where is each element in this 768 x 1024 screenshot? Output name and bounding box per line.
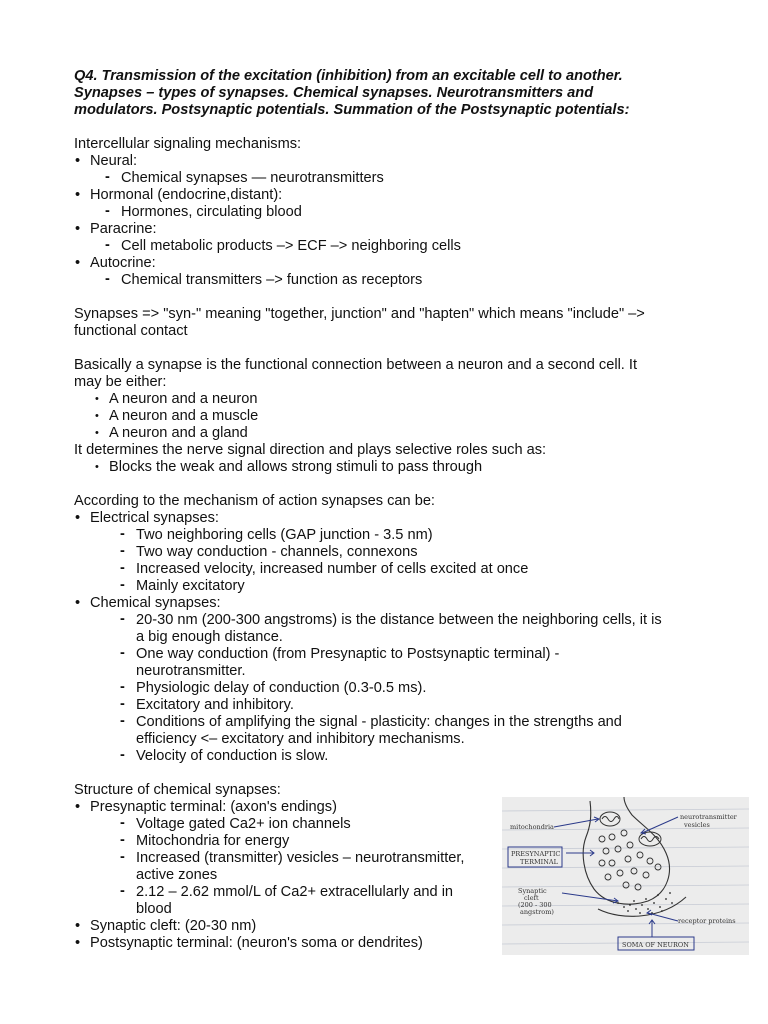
label-receptor: receptor proteins (678, 917, 736, 925)
signaling-autocrine: • Autocrine: (74, 255, 714, 272)
label-soma: SOMA OF NEURON (622, 941, 689, 949)
label-presynaptic-2: TERMINAL (520, 858, 558, 866)
electrical-synapses-label: • Electrical synapses: (74, 510, 714, 527)
synaptic-cleft-label: • Synaptic cleft: (20-30 nm) (74, 918, 714, 935)
definition-role: It determines the nerve signal direction and plays selective roles such as: (74, 442, 547, 458)
signaling-neural: • Neural: (74, 153, 714, 170)
chemical-point-line: neurotransmitter. (136, 663, 246, 679)
presynaptic-point-line: blood (136, 901, 172, 917)
signaling-hormonal-sub: - Hormones, circulating blood (74, 204, 714, 221)
label-vesicles-1: neurotransmitter (680, 813, 737, 821)
signaling-paracrine-sub: - Cell metabolic products –> ECF –> neighboring cells (74, 238, 714, 255)
signaling-hormonal: • Hormonal (endocrine,distant): (74, 187, 714, 204)
definition-line-2: may be either: (74, 374, 167, 390)
presynaptic-point: - Voltage gated Ca2+ ion channels (74, 816, 714, 833)
etymology-line-2: functional contact (74, 323, 188, 339)
presynaptic-point-line: - 2.12 – 2.62 mmol/L of Ca2+ extracellularly and in (136, 884, 454, 900)
electrical-point: - Mainly excitatory (74, 578, 714, 595)
chemical-point: - Velocity of conduction is slow. (74, 748, 714, 765)
chemical-point-line: efficiency <– excitatory and inhibitory mechanisms. (136, 731, 465, 747)
chemical-point (74, 612, 714, 646)
structure-heading: Structure of chemical synapses: (74, 782, 281, 798)
chemical-point-line: - 20-30 nm (200-300 angstroms) is the distance between the neighboring cells, it is (136, 612, 662, 628)
label-presynaptic-1: PRESYNAPTIC (511, 850, 561, 858)
chemical-point-line: - One way conduction (from Presynaptic to Postsynaptic terminal) - (136, 646, 560, 662)
chemical-point: - Excitatory and inhibitory. (74, 697, 714, 714)
vesicles-icon (599, 830, 661, 890)
question-title-line-1: Q4. Transmission of the excitation (inhibition) from an excitable cell to another. (74, 68, 623, 84)
definition-line-1: Basically a synapse is the functional connection between a neuron and a second cell. It (74, 357, 638, 373)
label-cleft-4: angstrom) (520, 908, 554, 916)
synapse-sketch-figure (502, 797, 749, 955)
chemical-point: - Physiologic delay of conduction (0.3-0.5 ms). (74, 680, 714, 697)
electrical-point: - Two neighboring cells (GAP junction - 3.5 nm) (74, 527, 714, 544)
signaling-paracrine: • Paracrine: (74, 221, 714, 238)
signaling-autocrine-sub: - Chemical transmitters –> function as receptors (74, 272, 714, 289)
label-cleft-2: cleft (524, 894, 539, 902)
postsynaptic-terminal-label: • Postsynaptic terminal: (neuron's soma or dendrites) (74, 935, 714, 952)
signaling-heading: Intercellular signaling mechanisms: (74, 136, 302, 152)
mechanism-heading: According to the mechanism of action synapses can be: (74, 493, 435, 509)
definition-option-gland: • A neuron and a gland (74, 425, 714, 442)
synapse-sketch (502, 797, 749, 955)
chemical-point-line: - Conditions of amplifying the signal - plasticity: changes in the strengths and (136, 714, 622, 730)
label-cleft-1: Synaptic (518, 887, 547, 895)
question-title-line-3: modulators. Postsynaptic potentials. Summation of the Postsynaptic potentials: (74, 102, 630, 118)
electrical-point: - Two way conduction - channels, connexons (74, 544, 714, 561)
etymology-line-1: Synapses => "syn-" meaning "together, junction" and "hapten" which means "include" –> (74, 306, 645, 322)
presynaptic-point: - Mitochondria for energy (74, 833, 714, 850)
definition-option-muscle: • A neuron and a muscle (74, 408, 714, 425)
presynaptic-point-line: active zones (136, 867, 218, 883)
question-title-line-2: Synapses – types of synapses. Chemical synapses. Neurotransmitters and (74, 85, 594, 101)
chemical-point (74, 646, 714, 680)
chemical-synapses-label: • Chemical synapses: (74, 595, 714, 612)
signaling-neural-sub: - Chemical synapses — neurotransmitters (74, 170, 714, 187)
definition-option-neuron: • A neuron and a neuron (74, 391, 714, 408)
presynaptic-point-line: - Increased (transmitter) vesicles – neurotransmitter, (136, 850, 465, 866)
label-vesicles-2: vesicles (684, 821, 710, 829)
label-cleft-3: (200 - 300 (518, 901, 552, 909)
chemical-point-line: a big enough distance. (136, 629, 283, 645)
chemical-point (74, 714, 714, 748)
label-mitochondria: mitochondria (510, 823, 554, 831)
definition-role-item: • Blocks the weak and allows strong stimuli to pass through (74, 459, 714, 476)
electrical-point: - Increased velocity, increased number of cells excited at once (74, 561, 714, 578)
presynaptic-terminal-label: • Presynaptic terminal: (axon's endings) (74, 799, 714, 816)
